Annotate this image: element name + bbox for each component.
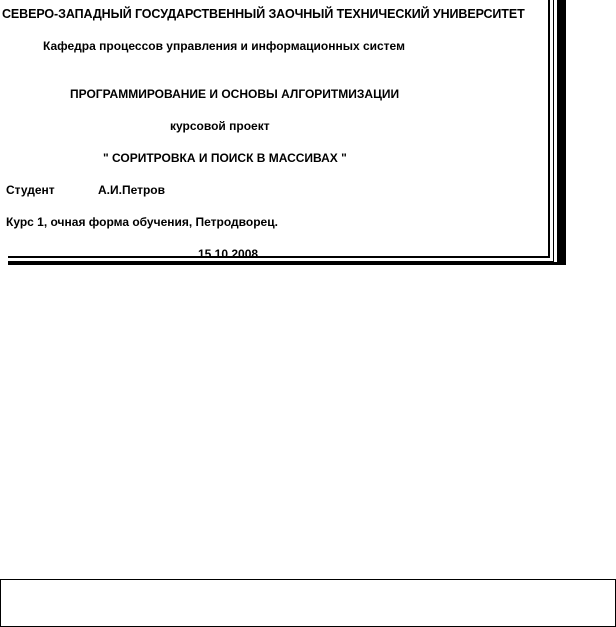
course-info: Курс 1, очная форма обучения, Петродворец. [6, 215, 278, 229]
university-name: СЕВЕРО-ЗАПАДНЫЙ ГОСУДАРСТВЕННЫЙ ЗАОЧНЫЙ ТЕХНИЧЕСКИЙ УНИВЕРСИТЕТ [2, 7, 525, 21]
frame-shadow-bottom [8, 262, 566, 265]
student-label: Студент [6, 183, 55, 197]
frame-shadow-right [557, 0, 566, 265]
subject-title: ПРОГРАММИРОВАНИЕ И ОСНОВЫ АЛГОРИТМИЗАЦИИ [70, 87, 400, 101]
department-name: Кафедра процессов управления и информационных систем [43, 39, 405, 53]
student-name: А.И.Петров [98, 183, 166, 197]
submission-date: 15.10.2008 [198, 247, 259, 261]
empty-footer-box [0, 579, 616, 627]
work-type: курсовой проект [170, 119, 270, 133]
project-topic: " СОРИТРОВКА И ПОИСК В МАССИВАХ " [103, 151, 347, 165]
title-page-frame [0, 0, 566, 265]
